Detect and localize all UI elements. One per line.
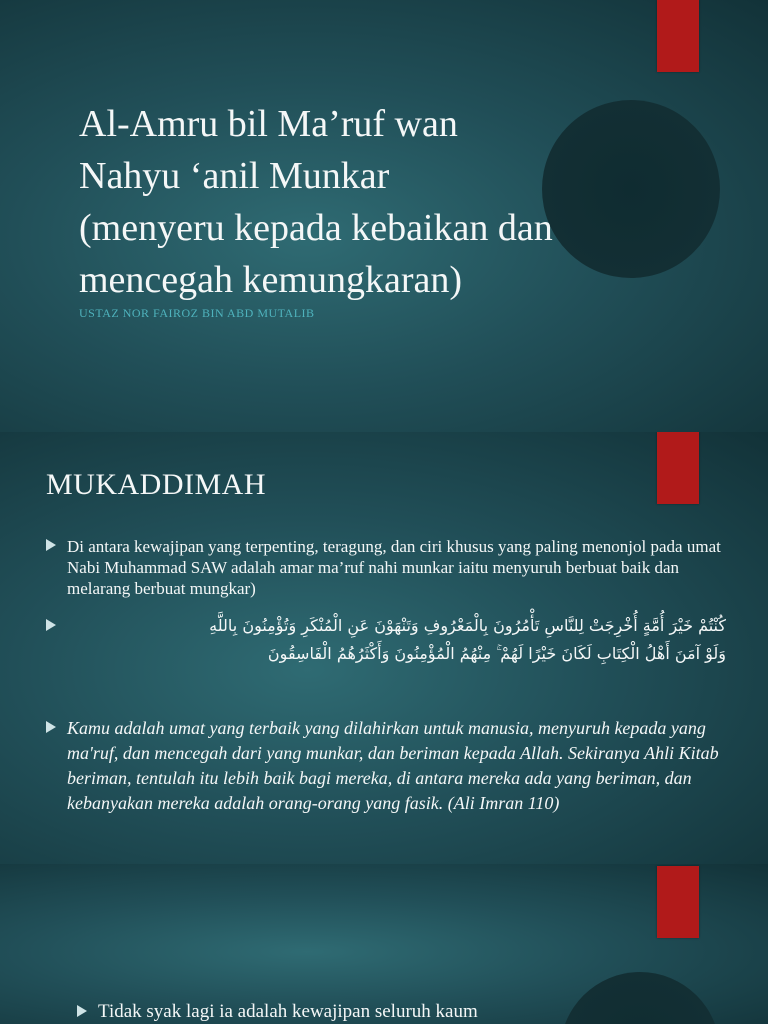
title-line-2: Nahyu ‘anil Munkar <box>79 155 390 197</box>
bullet-obligation <box>77 1001 677 1022</box>
arabic-verse-line-1: كُنْتُمْ خَيْرَ أُمَّةٍ أُخْرِجَتْ لِلنَّاسِ تَأْمُرُونَ بِالْمَعْرُوفِ وَتَنْهَوْنَ عَنِ الْمُنْكَرِ وَتُؤْمِنُونَ بِاللَّهِ <box>209 616 726 635</box>
title-line-1: Al-Amru bil Ma’ruf wan <box>79 103 458 145</box>
bullet-intro <box>46 536 726 599</box>
section-heading: MUKADDIMAH <box>46 468 266 501</box>
bullet-triangle-icon <box>46 619 56 631</box>
bullet-triangle-icon <box>77 1005 87 1017</box>
red-accent-bar <box>657 866 699 938</box>
slide-title <box>0 0 768 432</box>
bullet-arabic-verse <box>46 612 726 668</box>
slide-mukaddimah <box>0 432 768 864</box>
title-line-3: (menyeru kepada kebaikan dan <box>79 207 553 249</box>
arabic-verse-line-2: وَلَوْ آمَنَ أَهْلُ الْكِتَابِ لَكَانَ خَيْرًا لَهُمْ ۚ مِنْهُمُ الْمُؤْمِنُونَ وَأَكْثَرُهُمُ الْفَاسِقُونَ <box>267 644 726 663</box>
bullet-triangle-icon <box>46 539 56 551</box>
bullet-intro-text: Di antara kewajipan yang terpenting, teragung, dan ciri khusus yang paling menonjol pada umat Nabi Muhammad SAW adalah amar ma’ruf nahi munkar iaitu menyuruh berbuat baik dan melarang berbuat mungkar) <box>67 537 721 598</box>
author-subtitle: USTAZ NOR FAIROZ BIN ABD MUTALIB <box>79 306 315 320</box>
slide-continued <box>0 864 768 1024</box>
slide-title-text <box>79 98 679 306</box>
bullet-obligation-text: Tidak syak lagi ia adalah kewajipan seluruh kaum <box>98 1001 478 1022</box>
red-accent-bar <box>657 0 699 72</box>
bullet-translation <box>46 716 726 816</box>
title-line-4: mencegah kemungkaran) <box>79 259 462 301</box>
red-accent-bar <box>657 432 699 504</box>
bullet-triangle-icon <box>46 721 56 733</box>
verse-translation-text: Kamu adalah umat yang terbaik yang dilahirkan untuk manusia, menyuruh kepada yang ma'ruf, dan mencegah dari yang munkar, dan beriman kepada Allah. Sekiranya Ahli Kitab beriman, tentulah itu lebih baik bagi mereka, di antara mereka ada yang beriman, dan kebanyakan mereka adalah orang-orang yang fasik. (Ali Imran 110) <box>67 718 719 813</box>
